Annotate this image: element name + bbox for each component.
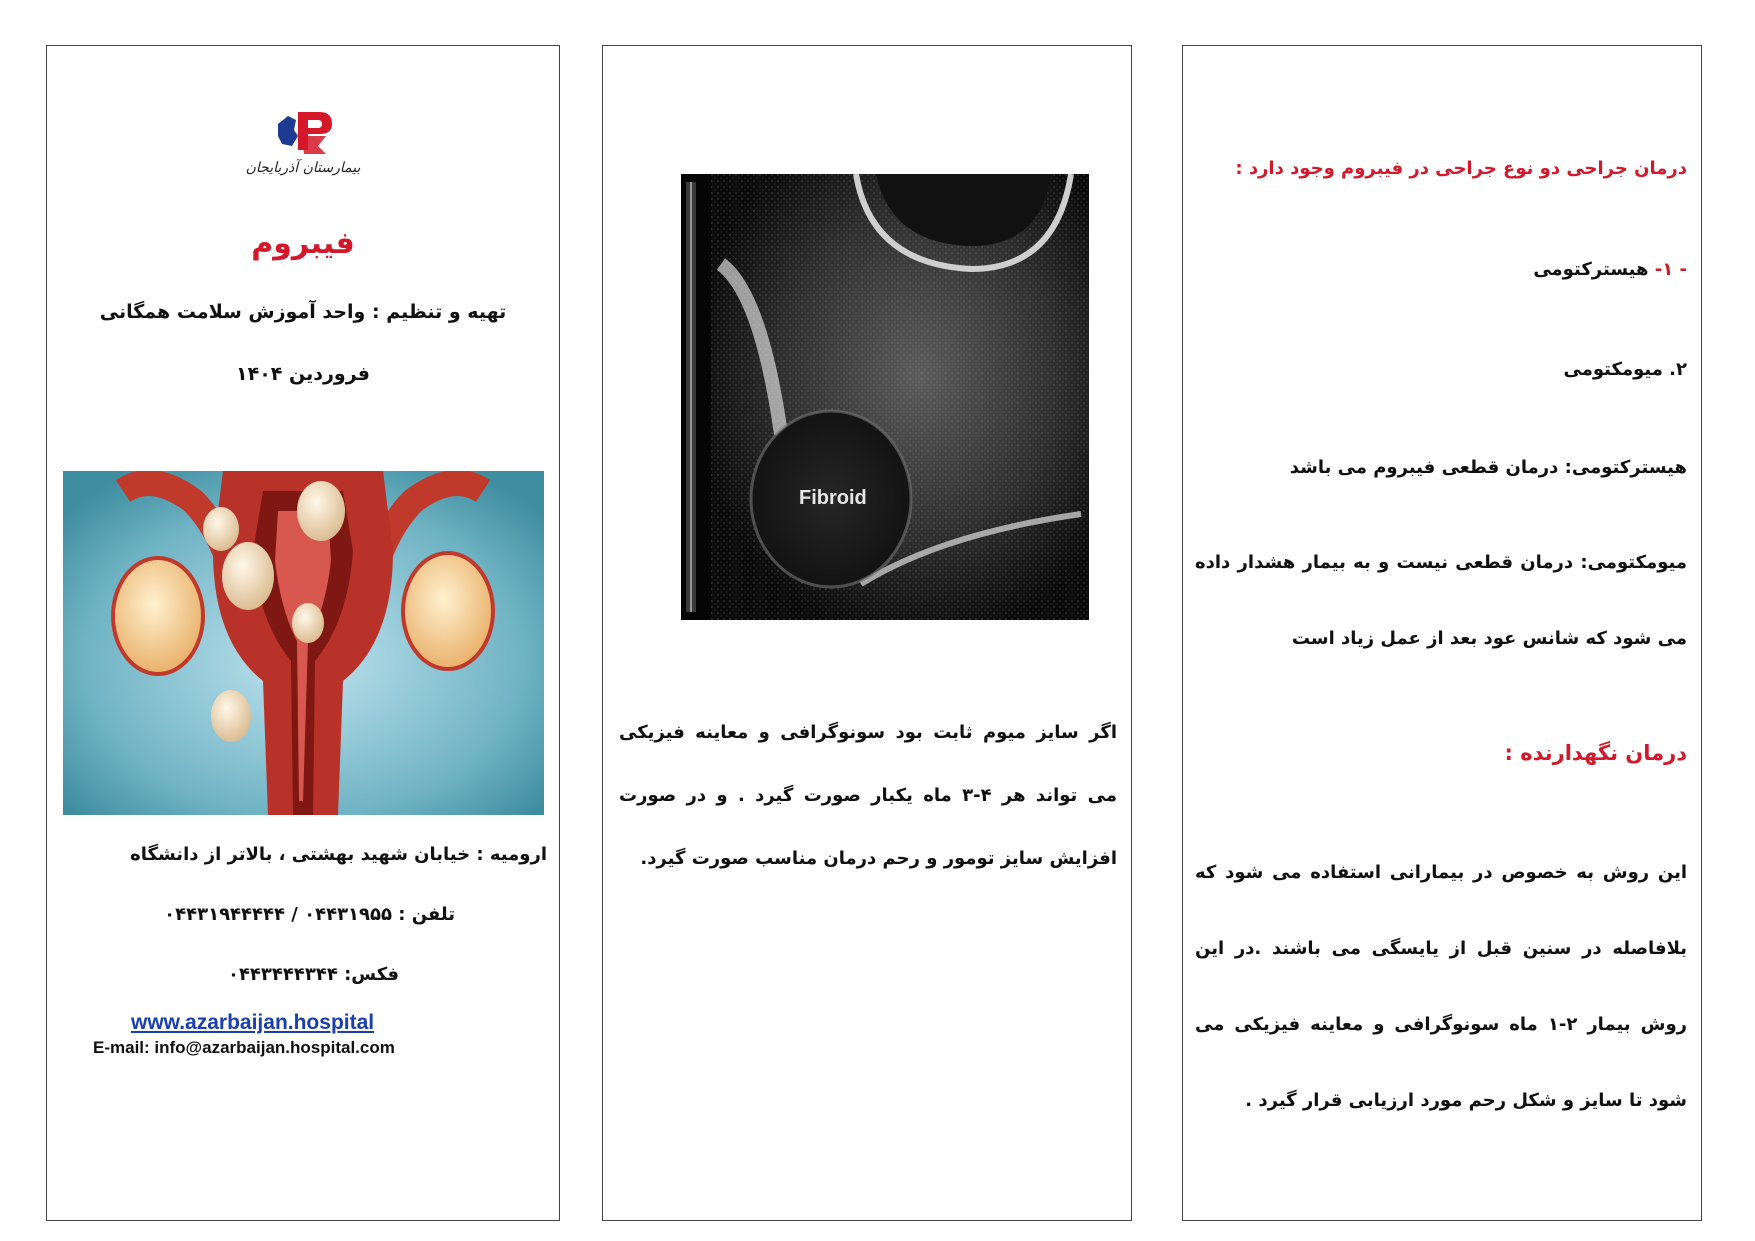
- follow-up-panel: [602, 45, 1132, 1221]
- item1-number: - ۱-: [1654, 259, 1687, 280]
- ultrasound-label: Fibroid: [799, 487, 867, 509]
- logo-caption: بیمارستان آذربایجان: [245, 160, 361, 176]
- publish-date: فروردین ۱۴۰۴: [236, 363, 370, 385]
- phone-numbers: تلفن : ۰۴۴۳۱۹۵۵ / ۰۴۴۳۱۹۴۴۴۴۴: [164, 904, 455, 925]
- myomectomy-definition: میومکتومی: درمان قطعی نیست و به بیمار هشدار داده می شود که شانس عود بعد از عمل زیاد است: [1195, 552, 1687, 649]
- surgery-heading: درمان جراحی دو نوع جراحی در فیبروم وجود دارد :: [1235, 158, 1687, 179]
- conservative-heading: درمان نگهدارنده :: [1504, 741, 1687, 765]
- website-link[interactable]: www.azarbaijan.hospital: [131, 1011, 375, 1034]
- fax-number: فکس: ۰۴۴۳۴۴۴۳۴۴: [227, 964, 399, 985]
- surgery-item-2: ۲. میومکتومی: [1563, 359, 1687, 380]
- prepared-by: تهیه و تنظیم : واحد آموزش سلامت همگانی: [99, 301, 507, 323]
- email-address: E-mail: info@azarbaijan.hospital.com: [93, 1038, 395, 1057]
- hospital-logo-icon: [268, 106, 338, 158]
- surgery-item-1: [1195, 259, 1687, 280]
- cover-panel: [46, 45, 560, 1221]
- follow-up-paragraph: اگر سایز میوم ثابت بود سونوگرافی و معاینه فیزیکی می تواند هر ۴-۳ ماه یکبار صورت گیرد . و در صورت افزایش سایز تومور و رحم درمان مناسب صورت گیرد.: [619, 722, 1118, 869]
- brochure-title: فیبروم: [251, 226, 355, 261]
- hysterectomy-definition: هیسترکتومی: درمان قطعی فیبروم می باشد: [1289, 457, 1687, 478]
- item1-text: هیسترکتومی: [1533, 259, 1649, 280]
- hospital-logo: [47, 106, 559, 176]
- treatment-panel: [1182, 45, 1702, 1221]
- uterus-fibroid-illustration: [63, 471, 544, 815]
- conservative-paragraph: این روش به خصوص در بیمارانی استفاده می شود که بلافاصله در سنین قبل از یایسگی می باشند .در این روش بیمار ۲-۱ ماه سونوگرافی و معاینه فیزیکی می شود تا سایز و شکل رحم مورد ارزیابی قرار گیرد .: [1195, 862, 1688, 1111]
- ultrasound-image: [681, 174, 1089, 620]
- address: ارومیه : خیابان شهید بهشتی ، بالاتر از دانشگاه: [130, 844, 547, 865]
